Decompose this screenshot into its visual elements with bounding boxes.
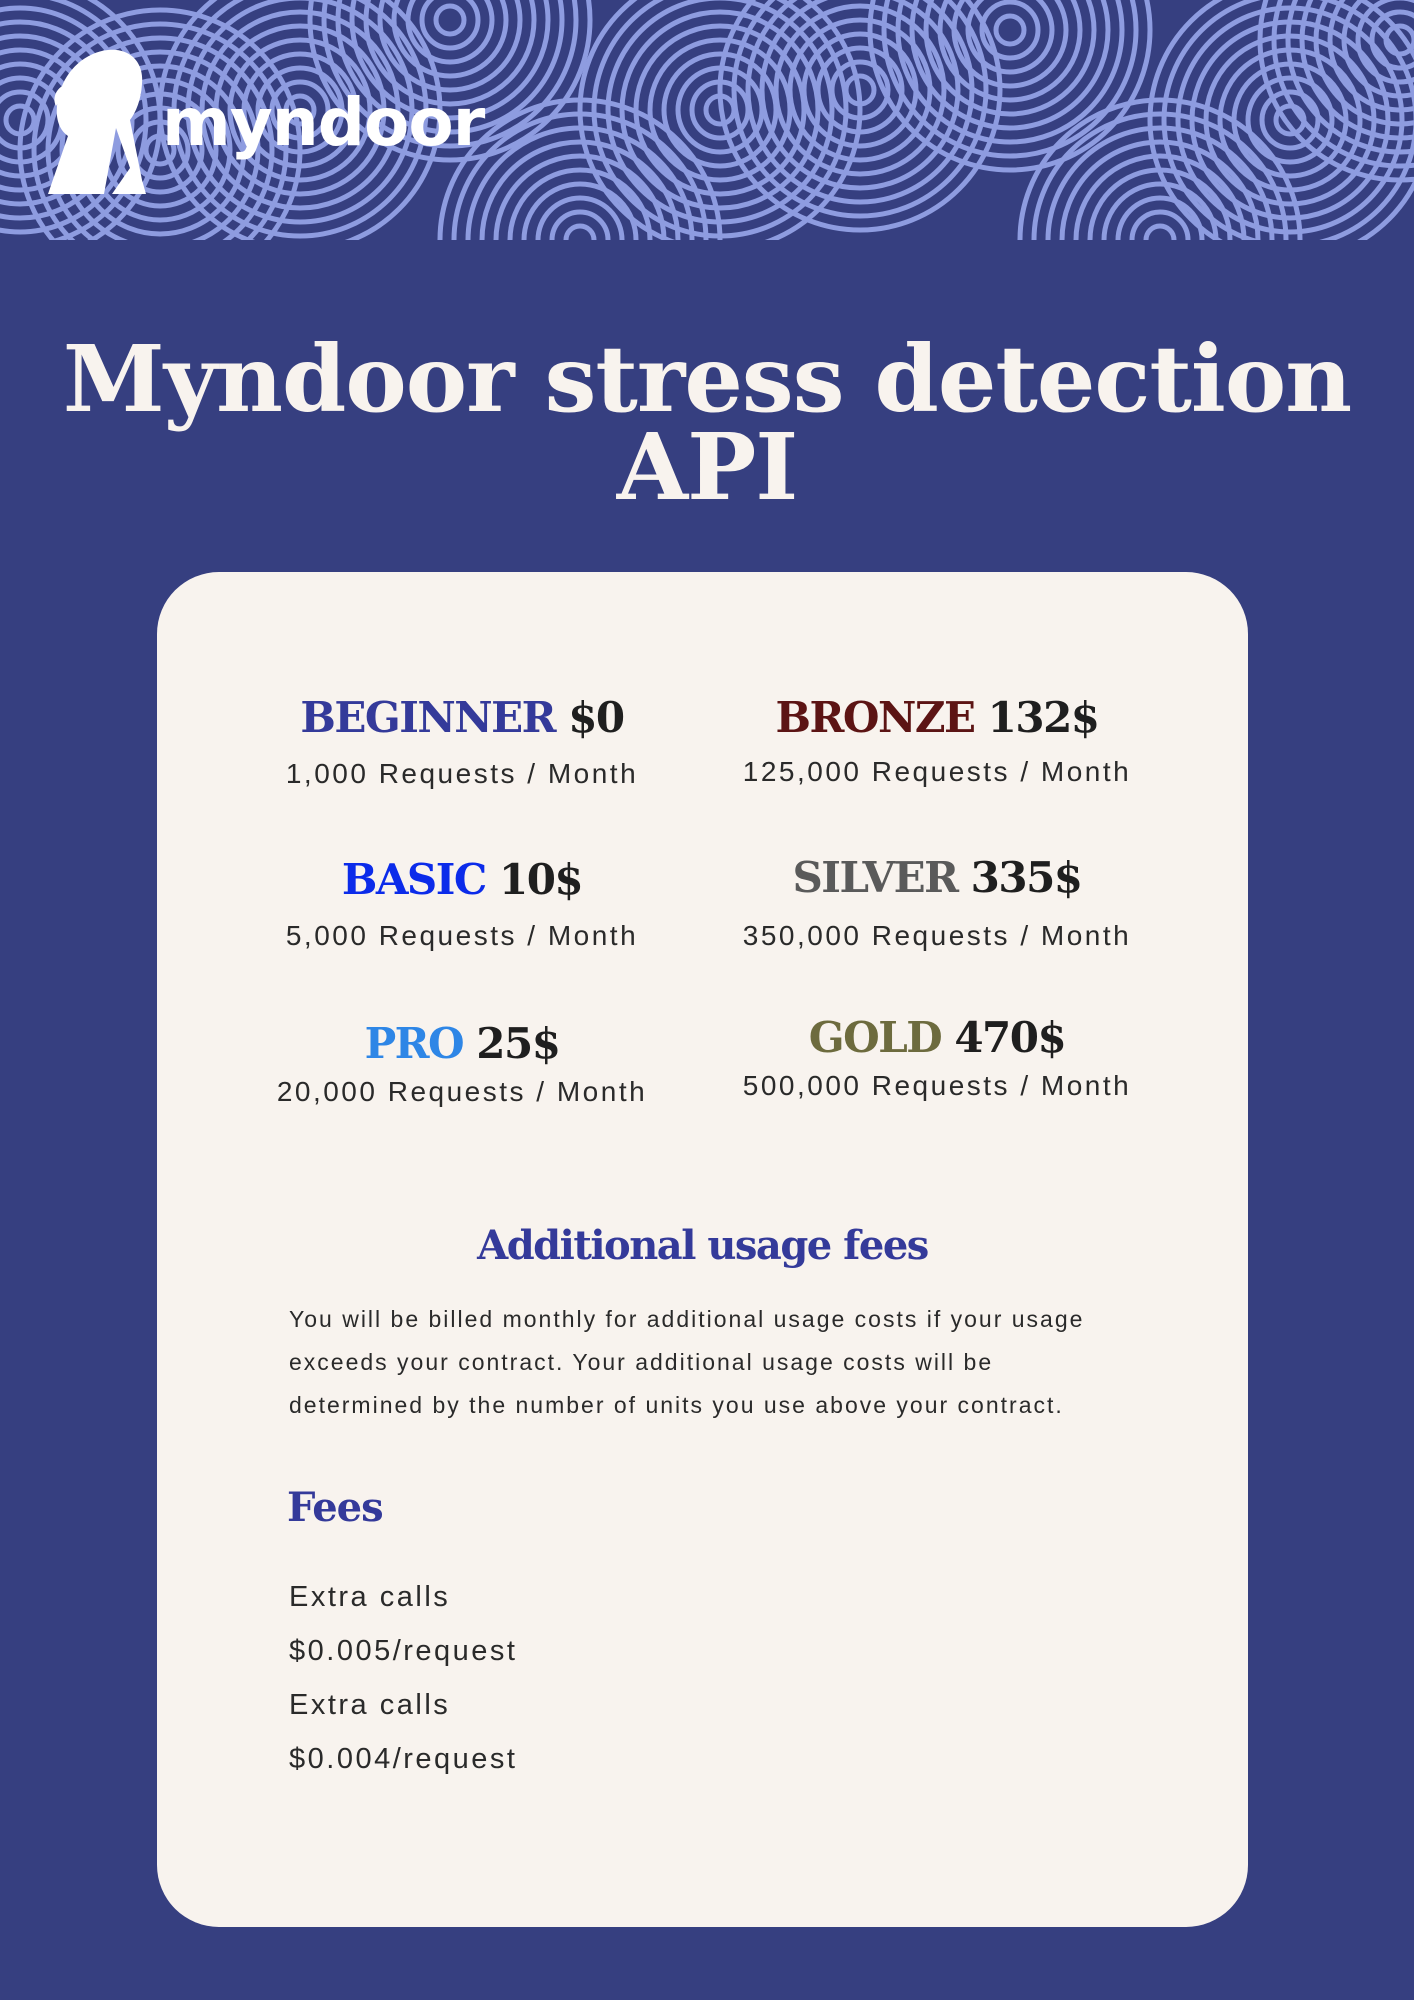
plan-bronze (677, 692, 1197, 788)
header-banner (0, 0, 1414, 240)
plan-heading (677, 852, 1197, 904)
pattern-ring (436, 6, 464, 34)
plan-price: 132$ (987, 693, 1099, 742)
fee-item: Extra calls (289, 1689, 451, 1721)
plan-basic (202, 854, 722, 952)
pattern-ring (1090, 170, 1230, 240)
fee-item: $0.004/request (289, 1743, 518, 1775)
plan-requests: 500,000 Requests / Month (742, 1070, 1132, 1101)
fees-title: Fees (287, 1484, 383, 1531)
description-line: You will be billed monthly for additional usage costs if your usage (289, 1306, 1085, 1332)
plan-name: BASIC (341, 855, 486, 904)
pattern-ring (1146, 226, 1174, 240)
additional-fees-title: Additional usage fees (477, 1222, 928, 1269)
page-title (0, 325, 1414, 521)
fee-item: $0.005/request (289, 1635, 518, 1667)
plan-beginner (202, 692, 722, 790)
plan-price: 335$ (970, 853, 1082, 902)
plan-price: 470$ (954, 1013, 1066, 1062)
plan-heading (677, 692, 1197, 744)
myndoor-logo (46, 44, 486, 204)
pricing-card (157, 572, 1248, 1927)
fee-item: Extra calls (289, 1581, 451, 1613)
plan-name: GOLD (808, 1013, 942, 1062)
pattern-ring (594, 0, 846, 236)
plan-heading (677, 1012, 1197, 1064)
additional-fees-description (289, 1298, 1149, 1427)
pattern-ring (996, 16, 1024, 44)
brand-name: myndoor (162, 84, 485, 161)
plan-name: SILVER (792, 853, 958, 902)
plan-price: 25$ (476, 1019, 560, 1068)
plan-requests: 1,000 Requests / Month (285, 758, 639, 789)
plan-requests: 350,000 Requests / Month (742, 920, 1132, 951)
plan-gold (677, 1012, 1197, 1102)
page-title-line-2: API (616, 413, 798, 521)
plan-requests: 125,000 Requests / Month (742, 756, 1132, 787)
pattern-ring (566, 226, 594, 240)
eagle-head-icon (46, 44, 156, 196)
plan-pro (202, 1018, 722, 1108)
page-title-line-1: Myndoor stress detection (62, 325, 1352, 433)
description-line: determined by the number of units you use above your contract. (289, 1392, 1064, 1418)
plan-heading (202, 854, 722, 906)
plan-silver (677, 852, 1197, 952)
pattern-ring (982, 2, 1038, 58)
plan-requests: 20,000 Requests / Month (276, 1076, 648, 1107)
plan-requests: 5,000 Requests / Month (285, 920, 639, 951)
plan-heading (202, 1018, 722, 1070)
fees-list (289, 1570, 517, 1786)
description-line: exceeds your contract. Your additional usage costs will be (289, 1349, 994, 1375)
pattern-ring (510, 170, 650, 240)
plan-name: BRONZE (775, 693, 975, 742)
plan-price: $0 (568, 693, 624, 742)
plan-name: BEGINNER (300, 693, 556, 742)
plan-name: PRO (364, 1019, 464, 1068)
plan-price: 10$ (498, 855, 583, 904)
plan-heading (202, 692, 722, 744)
